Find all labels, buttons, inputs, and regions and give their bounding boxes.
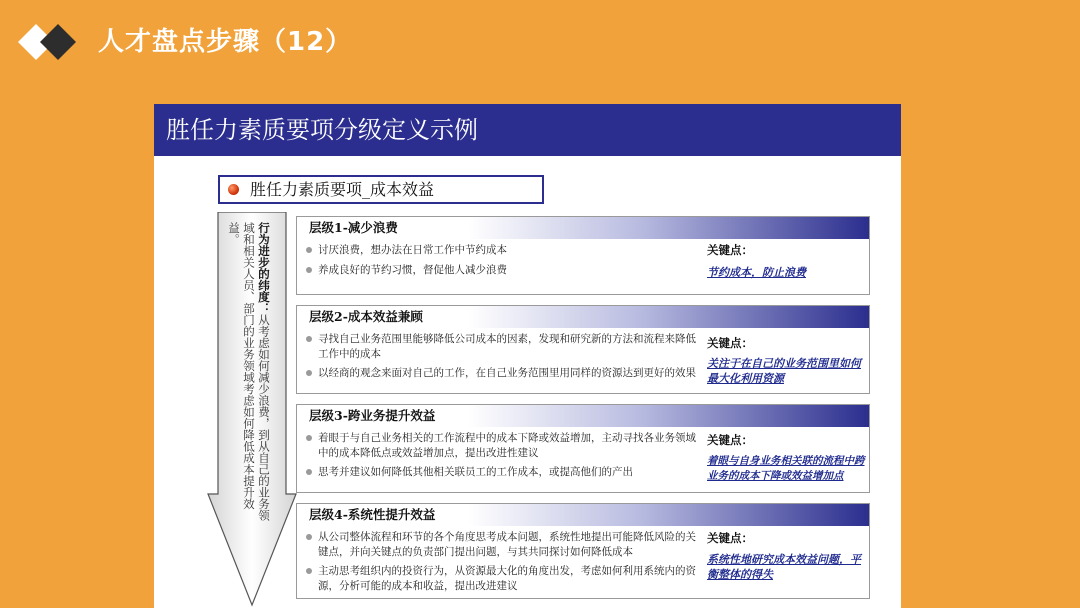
list-item [305,332,701,361]
page-title: 人才盘点步骤（12） [98,27,353,57]
progression-dimension-text [226,222,271,522]
bullet-text: 以经商的观念来面对自己的工作，在自己业务范围里用同样的资源达到更好的效果 [318,367,696,379]
slide-title: 胜任力素质要项分级定义示例 [166,116,478,144]
bullet-text: 养成良好的节约习惯，督促他人减少浪费 [318,263,507,276]
progression-dimension-label: 行为进步的纬度： [257,222,271,314]
progression-dimension-body: 从考虑如何减少浪费，到从自己的业务领域和相关人员、部门的业务领域考虑如何降低成本提升效益。 [227,222,271,521]
key-point-text: 关注于在自己的业务范围里如何最大化利用资源 [707,357,861,385]
list-item [305,431,701,460]
list-item [305,465,701,480]
key-point-label: 关键点： [707,336,753,350]
list-item [305,263,701,278]
level-bullet-list [305,431,701,485]
slide-header-band [154,104,901,156]
bullet-dot-icon [306,370,312,376]
bullet-text: 讨厌浪费，想办法在日常工作中节约成本 [318,244,507,256]
level-title: 层级1-减少浪费 [297,217,869,239]
list-item [305,530,701,559]
bullet-text: 寻找自己业务范围里能够降低公司成本的因素，发现和研究新的方法和流程来降低工作中的成本 [318,333,696,360]
level-title: 层级2-成本效益兼顾 [297,306,869,328]
key-point-text: 节约成本，防止浪费 [707,266,806,279]
level-bullet-list [305,530,701,598]
bullet-dot-icon [306,336,312,342]
level-card-3 [296,404,870,493]
bullet-text: 从公司整体流程和环节的各个角度思考成本问题，系统性地提出可能降低风险的关键点，并向关键点的负责部门提出问题，与其共同探讨如何降低成本 [318,531,696,558]
level-title: 层级4-系统性提升效益 [297,504,869,526]
key-point-label: 关键点： [707,433,753,447]
level-bullet-list [305,243,701,282]
key-point-text: 系统性地研究成本效益问题，平衡整体的得失 [707,553,861,581]
bullet-dot-icon [306,267,312,273]
bullet-dot-icon [306,469,312,475]
logo-diamonds-icon [14,18,82,66]
bullet-text: 着眼于与自己业务相关的工作流程中的成本下降或效益增加，主动寻找各业务领域中的成本降低点或效益增加点，提出改进性建议 [318,432,696,459]
key-point-text: 着眼与自身业务相关联的流程中跨业务的成本下降或效益增加点 [707,455,865,482]
key-point-label: 关键点： [707,531,753,545]
competency-title-box [218,175,544,204]
level-card-1 [296,216,870,295]
level-card-4 [296,503,870,599]
bullet-text: 主动思考组织内的投资行为，从资源最大化的角度出发，考虑如何利用系统内的资源，分析可能的成本和收益，提出改进建议 [318,565,696,592]
bullet-text: 思考并建议如何降低其他相关联员工的工作成本，或提高他们的产出 [318,466,633,478]
competency-title: 胜任力素质要项_成本效益 [250,180,435,199]
level-title: 层级3-跨业务提升效益 [297,405,869,427]
list-item [305,243,701,258]
bullet-dot-icon [306,568,312,574]
list-item [305,366,701,381]
key-point-label: 关键点： [707,243,753,257]
level-card-2 [296,305,870,394]
bullet-dot-icon [306,435,312,441]
bullet-dot-icon [306,534,312,540]
bullet-dot-icon [306,247,312,253]
level-bullet-list [305,332,701,386]
orb-bullet-icon [228,184,239,195]
slide-card [154,104,901,608]
list-item [305,564,701,593]
